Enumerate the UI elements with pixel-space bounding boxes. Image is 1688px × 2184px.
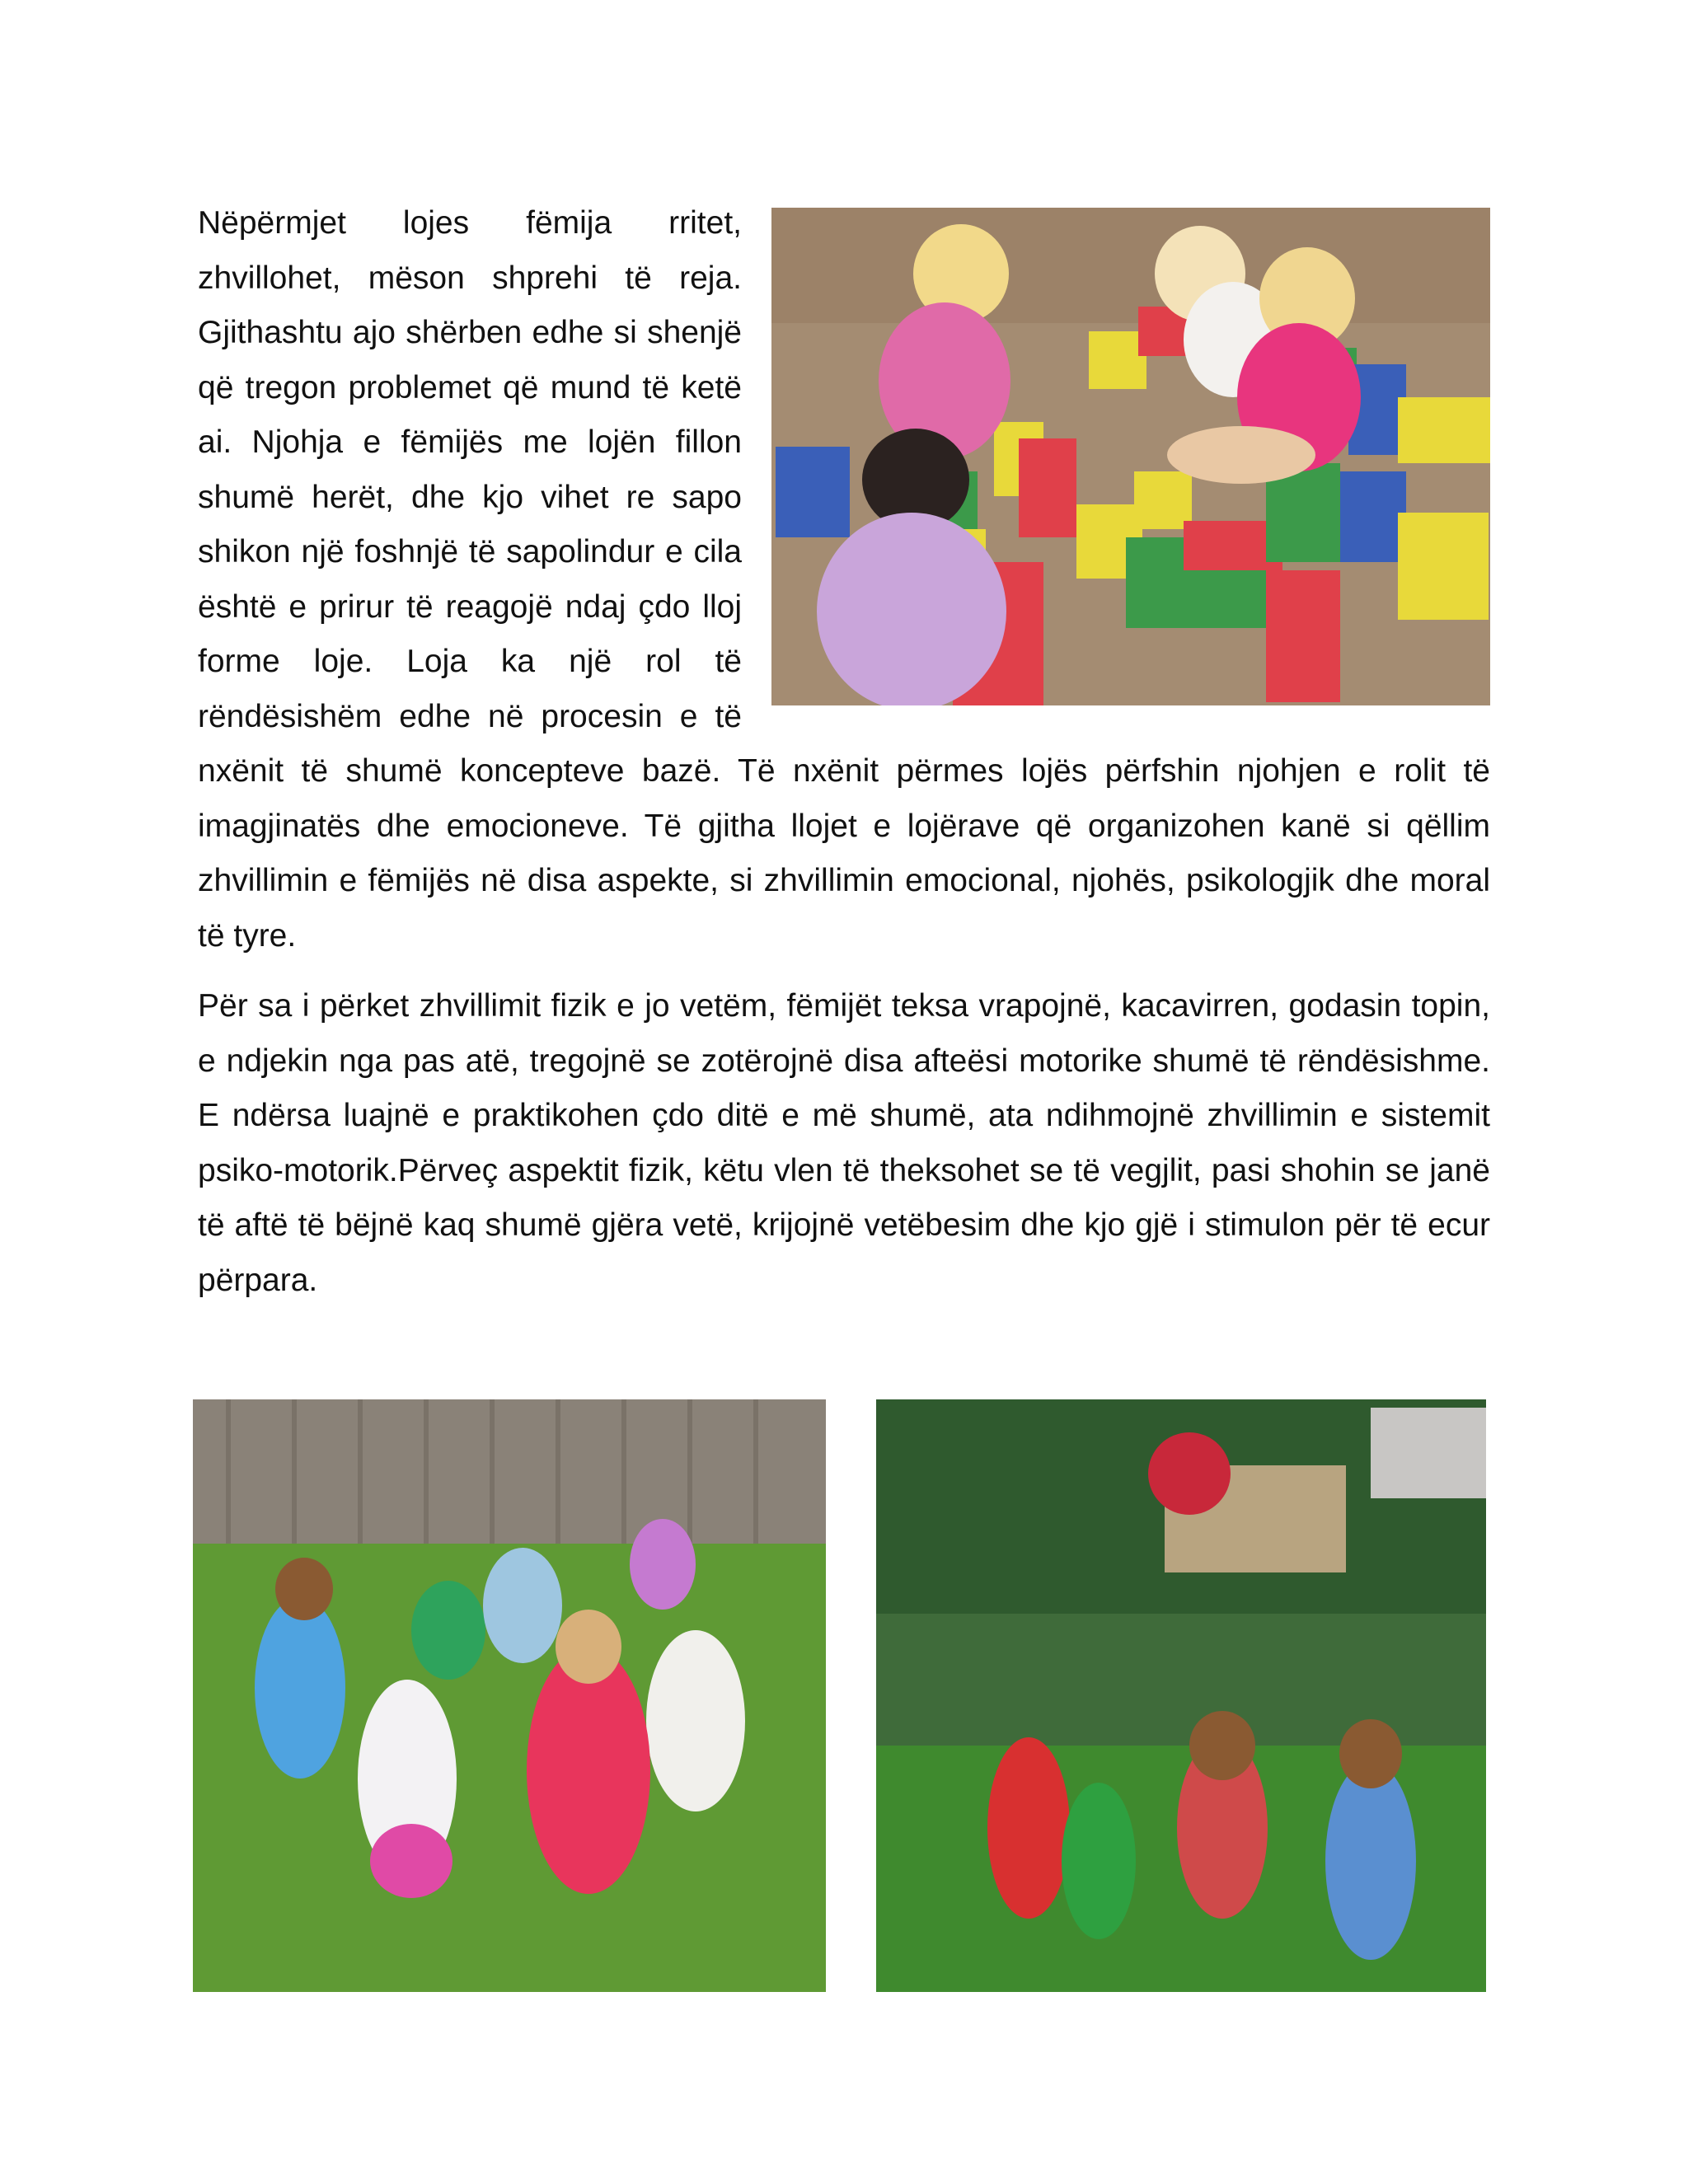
photo-children-building-blocks [771, 208, 1490, 705]
photo-children-circle-dance [193, 1399, 826, 1992]
paragraph-1-text: Nëpërmjet lojes fëmija rritet, zhvillohet, mëson shprehi të reja. Gjithashtu ajo shërben edhe si shenjë që tregon problemet që mund të ketë ai. Njohja e fëmijës me lojën fillon shumë herët, dhe kjo vihet re sapo shikon një foshnjë të sapolindur e cila është e prirur të reagojë ndaj çdo lloj forme loje. Loja ka një rol të rëndësishëm edhe në procesin e të nxënit të shumë koncepteve bazë. Të nxënit përmes lojës përfshin njohjen e rolit të imagjinatës dhe emocioneve. Të gjitha llojet e lojërave që organizohen kanë si qëllim zhvillimin e fëmijës në disa aspekte, si zhvillimin emocional, njohës, psikologjik dhe moral të tyre. [198, 205, 1490, 954]
paragraph-2: Për sa i përket zhvillimit fizik e jo vetëm, fëmijët teksa vrapojnë, kacavirren, godasin topin, e ndjekin nga pas atë, tregojnë se zotërojnë disa afteësi motorike shumë të rëndësishme. E ndërsa luajnë e praktikohen çdo ditë e më shumë, ata ndihmojnë zhvillimin e sistemit psiko-motorik.Përveç aspektit fizik, këtu vlen të theksohet se të vegjlit, pasi shohin se janë të aftë të bëjnë kaq shumë gjëra vetë, krijojnë vetëbesim dhe kjo gjë i stimulon për të ecur përpara. [198, 988, 1490, 1298]
photo-children-playing-ball [876, 1399, 1486, 1992]
paragraph-1 [198, 196, 1490, 963]
